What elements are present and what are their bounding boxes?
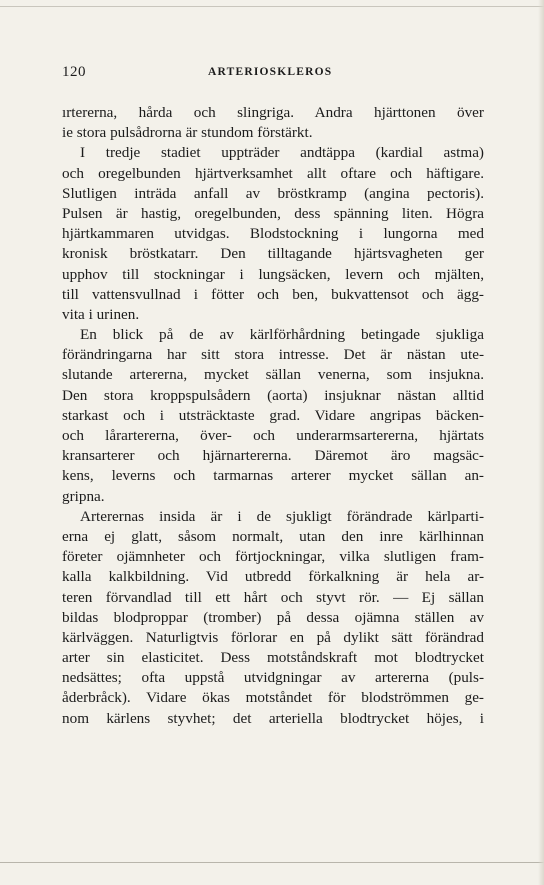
body-text xyxy=(62,103,484,729)
text-line: till vattensvullnad i fötter och ben, bukvattensot och ägg- xyxy=(62,285,484,303)
text-line: gripna. xyxy=(62,487,105,505)
text-line: kronisk bröstkatarr. Den tilltagande hjärtsvagheten ger xyxy=(62,245,484,263)
text-line: Slutligen inträda anfall av bröstkramp (angina pectoris). xyxy=(62,184,484,202)
page-top-edge xyxy=(0,6,544,7)
text-line: Pulsen är hastig, oregelbunden, dess spänning liten. Högra xyxy=(62,204,484,222)
text-line: teren förvandlad till ett hårt och styvt rör. — Ej sällan xyxy=(62,588,484,606)
text-line: och oregelbunden hjärtverksamhet allt oftare och häftigare. xyxy=(62,164,484,182)
text-line: I tredje stadiet uppträder andtäppa (kardial astma) xyxy=(80,144,484,162)
text-line: och lårartererna, över- och underarmsartererna, hjärtats xyxy=(62,427,484,444)
text-line: vita i urinen. xyxy=(62,305,140,323)
text-line: slutande artererna, mycket sällan venerna, som insjukna. xyxy=(62,366,484,384)
text-line: ırtererna, hårda och slingriga. Andra hjärttonen över xyxy=(62,104,484,121)
text-line: starkast och i utsträcktaste grad. Vidare angripas bäcken- xyxy=(62,406,484,424)
text-line: förändringarna har sitt stora intresse. Det är nästan ute- xyxy=(62,346,484,364)
text-line: erna ej glatt, såsom normalt, utan den inre kärlhinnan xyxy=(62,527,484,545)
text-line: ie stora pulsådrorna är stundom förstärkt. xyxy=(62,124,313,142)
page-number: 120 xyxy=(62,64,86,80)
text-line: arter sin elasticitet. Dess motståndskraft mot blodtrycket xyxy=(62,649,484,667)
text-line: kens, leverns och tarmarnas arterer mycket sällan an- xyxy=(62,467,484,485)
text-line: Den stora kroppspulsådern (aorta) insjuknar nästan alltid xyxy=(62,386,484,404)
page-right-shadow xyxy=(538,0,544,885)
text-line: upphov till stockningar i lungsäcken, levern och mjälten, xyxy=(62,265,484,283)
text-line: bildas blodproppar (tromber) på dessa ojämna ställen av xyxy=(62,608,484,626)
text-line: åderbråck). Vidare ökas motståndet för blodströmmen ge- xyxy=(62,689,484,707)
text-line: kärlväggen. Naturligtvis förlorar en på dylikt sätt förändrad xyxy=(62,628,484,646)
text-line: nom kärlens styvhet; det arteriella blodtrycket höjes, i xyxy=(62,709,484,727)
text-line: En blick på de av kärlförhårdning betingade sjukliga xyxy=(80,326,484,344)
text-line: kalla kalkbildning. Vid utbredd förkalkning är hela ar- xyxy=(62,568,484,586)
running-head: ARTERIOSKLEROS xyxy=(208,66,333,78)
text-line: hjärtkammaren utvidgas. Blodstockning i lungorna med xyxy=(62,225,484,243)
text-line: företer ojämnheter och förtjockningar, vilka slutligen fram- xyxy=(62,548,484,566)
text-line: Arterernas insida är i de sjukligt förändrade kärlparti- xyxy=(80,507,484,525)
text-line: kransarterer och hjärnartererna. Däremot äro magsäc- xyxy=(62,447,484,465)
page-header xyxy=(62,64,482,84)
page-bottom-edge xyxy=(0,862,544,863)
text-line: nedsättes; ofta uppstå utvidgningar av artererna (puls- xyxy=(62,669,484,687)
